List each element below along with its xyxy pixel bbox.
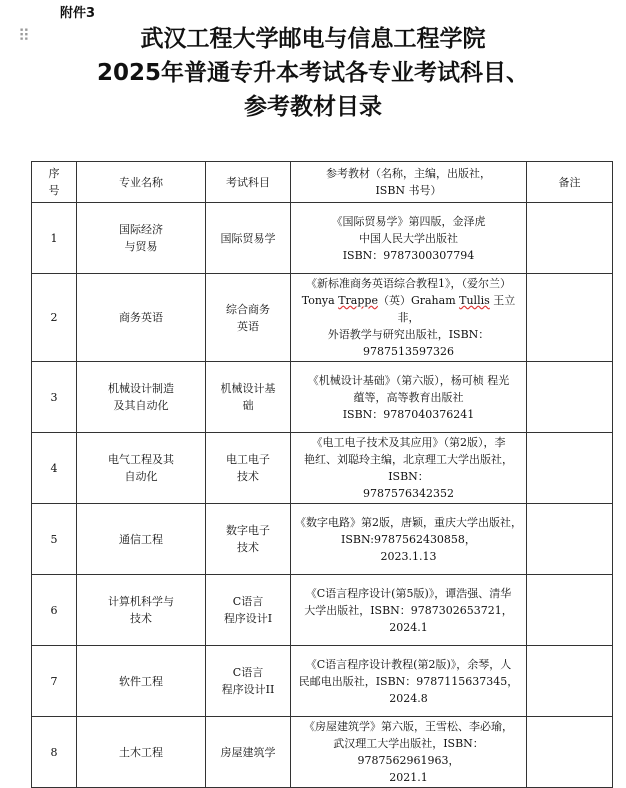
table-row xyxy=(32,274,613,362)
book-author-spellcheck: Tullis xyxy=(459,294,490,307)
table-row xyxy=(32,575,613,646)
row-major: 软件工程 xyxy=(77,646,206,717)
row-note xyxy=(527,433,613,504)
row-no: 8 xyxy=(32,717,77,788)
book-text-part: （英）Graham xyxy=(377,294,460,307)
col-header-no: 序 号 xyxy=(32,162,77,203)
row-subject: 国际贸易学 xyxy=(206,203,291,274)
col-header-book: 参考教材（名称，主编，出版社， ISBN 书号） xyxy=(291,162,527,203)
row-subject: 综合商务 英语 xyxy=(206,274,291,362)
col-header-note: 备注 xyxy=(527,162,613,203)
row-note xyxy=(527,575,613,646)
table-row xyxy=(32,362,613,433)
row-book: 《C语言程序设计教程(第2版)》，余琴，人 民邮电出版社，ISBN：9787115637345，2024.8 xyxy=(291,646,527,717)
table-row xyxy=(32,717,613,788)
row-major: 通信工程 xyxy=(77,504,206,575)
table-header-row xyxy=(32,162,613,203)
row-major: 国际经济 与贸易 xyxy=(77,203,206,274)
row-subject: 数字电子 技术 xyxy=(206,504,291,575)
table-row xyxy=(32,504,613,575)
table-row xyxy=(32,203,613,274)
row-no: 1 xyxy=(32,203,77,274)
row-subject: C语言 程序设计II xyxy=(206,646,291,717)
drag-handle-icon[interactable]: ⠿ xyxy=(18,26,28,45)
row-no: 6 xyxy=(32,575,77,646)
row-book: 《数字电路》第2版，唐颖，重庆大学出版社， ISBN:9787562430858， 2023.1.13 xyxy=(291,504,527,575)
col-header-subject: 考试科目 xyxy=(206,162,291,203)
row-no: 7 xyxy=(32,646,77,717)
row-major: 计算机科学与 技术 xyxy=(77,575,206,646)
row-book: 《C语言程序设计(第5版)》，谭浩强、清华 大学出版社，ISBN：9787302653721，2024.1 xyxy=(291,575,527,646)
book-author-spellcheck: Trappe xyxy=(338,294,378,307)
row-no: 2 xyxy=(32,274,77,362)
row-major: 机械设计制造 及其自动化 xyxy=(77,362,206,433)
row-note xyxy=(527,274,613,362)
row-subject: 机械设计基 础 xyxy=(206,362,291,433)
row-subject: C语言 程序设计Ⅰ xyxy=(206,575,291,646)
row-book: 《国际贸易学》第四版，金泽虎 中国人民大学出版社 ISBN：9787300307794 xyxy=(291,203,527,274)
row-note xyxy=(527,646,613,717)
row-major: 电气工程及其 自动化 xyxy=(77,433,206,504)
page-title-line3: 参考教材目录 xyxy=(244,94,382,120)
row-note xyxy=(527,203,613,274)
table-row xyxy=(32,433,613,504)
page-title-line2: 2025年普通专升本考试各专业考试科目、 xyxy=(96,60,529,86)
row-note xyxy=(527,717,613,788)
row-book: 《机械设计基础》（第六版），杨可桢 程光 蕴等，高等教育出版社 ISBN：9787040376241 xyxy=(291,362,527,433)
book-text-part: 《新标准商务英语综合教程1》，（爱尔兰） Tonya xyxy=(301,277,511,307)
row-subject: 电工电子 技术 xyxy=(206,433,291,504)
row-no: 5 xyxy=(32,504,77,575)
table-row xyxy=(32,646,613,717)
row-note xyxy=(527,362,613,433)
row-book xyxy=(291,274,527,362)
row-no: 3 xyxy=(32,362,77,433)
row-major: 商务英语 xyxy=(77,274,206,362)
col-header-major: 专业名称 xyxy=(77,162,206,203)
row-note xyxy=(527,504,613,575)
row-book: 《房屋建筑学》第六版，王雪松、李必瑜， 武汉理工大学出版社，ISBN：9787562961963， 2021.1 xyxy=(291,717,527,788)
row-major: 土木工程 xyxy=(77,717,206,788)
row-book: 《电工电子技术及其应用》（第2版），李 艳红、刘聪玲主编，北京理工大学出版社，ISBN： 9787576342352 xyxy=(291,433,527,504)
row-subject: 房屋建筑学 xyxy=(206,717,291,788)
row-no: 4 xyxy=(32,433,77,504)
book-text-part: 王立非， 外语教学与研究出版社，ISBN：9787513597326 xyxy=(327,294,516,358)
subject-table xyxy=(31,161,613,788)
page-title-line1: 武汉工程大学邮电与信息工程学院 xyxy=(140,26,486,52)
attachment-label: 附件3 xyxy=(60,6,96,21)
